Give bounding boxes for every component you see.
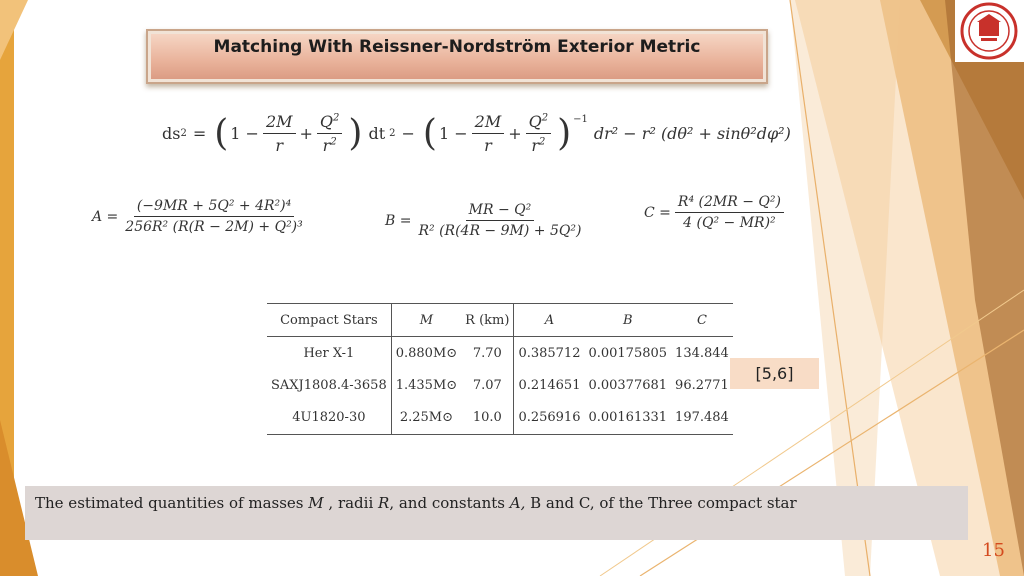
- table-header-cell: C: [671, 304, 733, 337]
- constant-a-label: A =: [92, 208, 119, 225]
- table-row: [267, 369, 733, 401]
- table-cell: 197.484: [671, 401, 733, 435]
- table-cell: 4U1820-30: [267, 401, 391, 435]
- university-seal-icon: [955, 0, 1024, 62]
- metric-inverse-exponent: −1: [573, 114, 588, 125]
- caption-text: B and C, of the Three compact star: [525, 494, 797, 512]
- slide-title: Matching With Reissner-Nordström Exterior Metric: [213, 37, 701, 57]
- constant-c-numerator: R⁴ (2MR − Q²): [675, 194, 784, 213]
- table-header-row: [267, 304, 733, 337]
- metric-lhs: ds: [162, 124, 181, 143]
- table-header-cell: M: [391, 304, 461, 337]
- constant-b-numerator: MR − Q²: [466, 202, 535, 221]
- table-cell: 10.0: [461, 401, 514, 435]
- table-cell: 7.07: [461, 369, 514, 401]
- table-cell: 0.00175805: [588, 345, 668, 361]
- table-cell: 2.25M⊙: [391, 401, 461, 435]
- constant-b-label: B =: [385, 212, 412, 229]
- table-cell: 0.256916: [514, 401, 585, 435]
- table-cell: SAXJ1808.4-3658: [267, 369, 391, 401]
- slide-title-bar: [146, 29, 768, 84]
- caption-var-r: R: [378, 494, 390, 512]
- metric-minus: −: [401, 124, 415, 143]
- table-row: [267, 337, 733, 370]
- table-cell: 0.00377681: [588, 377, 668, 393]
- constant-b-denominator: R² (R(4R − 9M) + 5Q²): [418, 223, 582, 239]
- metric-frac-q2-r2-2: $\frac{Q^2}{r^2}$: [526, 112, 552, 155]
- caption-text: , and constants: [389, 494, 510, 512]
- caption-box: [25, 486, 968, 540]
- metric-equation: ds 2 = ( 1 − $\frac{2M}{r}$ + $\frac{Q^2}{r^2}$ ) dt 2 − ( 1 − $\frac{2M}{r}$ + $\frac{Q^2}{r^2}$ ) −1 dr² − r² (dθ² + sinθ²dφ²): [162, 112, 791, 155]
- constant-a-equation: [92, 198, 310, 235]
- page-number: 15: [982, 540, 1005, 561]
- table-cell: 0.00161331: [584, 401, 671, 435]
- table-cell: 96.2771: [675, 377, 729, 393]
- caption-var-a: A,: [509, 494, 526, 512]
- constant-c-equation: [644, 194, 788, 231]
- table-cell: 7.70: [461, 337, 514, 370]
- constant-c-denominator: 4 (Q² − MR)²: [683, 215, 776, 231]
- table-header-cell: Compact Stars: [267, 304, 391, 337]
- constant-c-label: C =: [644, 204, 671, 221]
- table-header-cell: R (km): [461, 304, 514, 337]
- metric-one-minus: 1 −: [230, 124, 259, 143]
- metric-frac-2m-r-2: $\frac{2M}{r}$: [472, 112, 505, 155]
- metric-plus-2: +: [508, 124, 522, 143]
- metric-plus: +: [299, 124, 313, 143]
- table-cell: 1.435M⊙: [395, 377, 458, 393]
- metric-dt: dt: [368, 124, 386, 143]
- table-cell: 0.385712: [518, 345, 581, 361]
- university-logo: [955, 0, 1024, 62]
- table-cell: 0.214651: [518, 377, 581, 393]
- table-header-cell: A: [514, 304, 585, 337]
- compact-stars-table: [267, 303, 733, 435]
- metric-equals: =: [192, 124, 207, 143]
- metric-frac-2m-r: $\frac{2M}{r}$: [263, 112, 296, 155]
- constant-a-numerator: (−9MR + 5Q² + 4R²)⁴: [134, 198, 294, 217]
- table-row: [267, 401, 733, 435]
- caption-text: The estimated quantities of masses: [35, 494, 309, 512]
- metric-frac-q2-r2: $\frac{Q^2}{r^2}$: [317, 112, 343, 155]
- table-header-cell: B: [584, 304, 671, 337]
- caption-var-m: M: [308, 494, 324, 512]
- metric-tail: dr² − r² (dθ² + sinθ²dφ²): [593, 124, 791, 143]
- table-cell: 134.844: [675, 345, 729, 361]
- table-cell: Her X-1: [267, 337, 391, 370]
- reference-badge: [5,6]: [730, 358, 819, 389]
- constant-a-denominator: 256R² (R(R − 2M) + Q²)³: [125, 219, 303, 235]
- constant-b-equation: [385, 202, 588, 239]
- table-cell: 0.880M⊙: [395, 345, 458, 361]
- caption-text: , radii: [323, 494, 379, 512]
- metric-one-minus-2: 1 −: [438, 124, 468, 143]
